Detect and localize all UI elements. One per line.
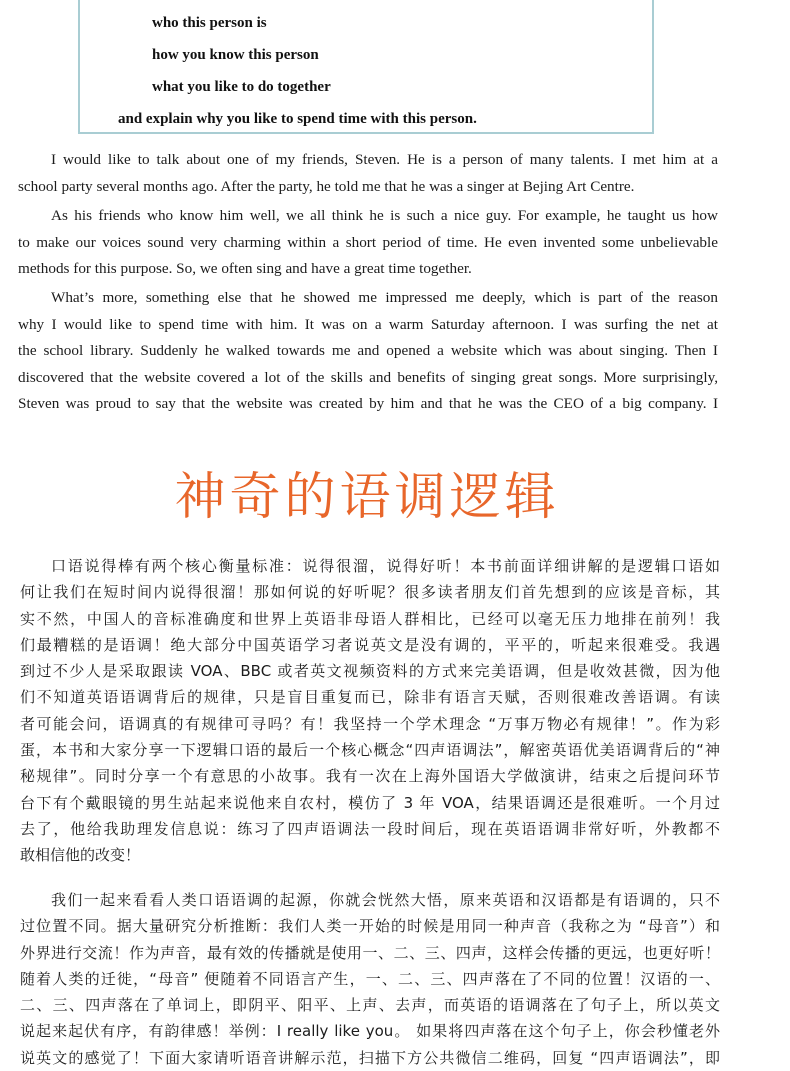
text-line: 台下有个戴眼镜的男生站起来说他来自农村，模仿了 3 年 VOA，结果语调还是很难听。一个月过 (20, 793, 720, 812)
text-line: Steven was proud to say that the website was created by him and that he was the CEO of a big company. I (18, 395, 718, 412)
text-line: 者可能会问，语调真的有规律可寻吗？有！我坚持一个学术理念 “万事万物必有规律！”。作为彩 (20, 714, 720, 733)
text-line: to make our voices sound very charming within a short period of time. He even invented some unbelievable (18, 233, 718, 251)
text-line: 敢相信他的改变！ (20, 846, 141, 865)
cue-card-line: and explain why you like to spend time with this person. (118, 111, 477, 127)
text-line: 我们一起来看看人类口语语调的起源，你就会恍然大悟，原来英语和汉语都是有语调的，只不 (51, 891, 720, 909)
text-line: 秘规律”。同时分享一个有意思的小故事。我有一次在上海外国语大学做演讲，结束之后提问环节 (20, 767, 720, 786)
text-line: the school library. Suddenly he walked towards me and opened a website which was about singing. Then I (18, 342, 718, 359)
text-line: 们不知道英语语调背后的规律，只是盲目重复而已，除非有语言天赋，否则很难改善语调。有读 (20, 688, 720, 707)
text-line: 过位置不同。据大量研究分析推断：我们人类一开始的时候是用同一种声音（我称之为 “母音”）和 (20, 917, 720, 936)
text-line: methods for this purpose. So, we often sing and have a great time together. (18, 260, 472, 277)
text-line: What’s more, something else that he showed me impressed me deeply, which is part of the reason (51, 289, 718, 306)
text-line: why I would like to spend time with him. It was on a warm Saturday afternoon. I was surfing the net at (18, 315, 718, 333)
cue-card-line: who this person is (152, 15, 267, 31)
text-line: 们最糟糕的是语调！绝大部分中国英语学习者说英文是没有调的，平平的，听起来很难受。我遇 (20, 635, 720, 654)
text-line: 去了，他给我助理发信息说：练习了四声语调法一段时间后，现在英语语调非常好听，外教都不 (20, 819, 720, 838)
text-line: 二、三、四声落在了单词上，即阴平、阳平、上声、去声，而英语的语调落在了句子上，所以英文 (20, 996, 720, 1015)
text-line: 随着人类的迁徙，“母音” 便随着不同语言产生，一、二、三、四声落在了不同的位置！汉语的一、 (20, 969, 720, 988)
text-line: 实不然，中国人的音标准确度和世界上英语非母语人群相比，已经可以毫无压力地排在前列！我 (20, 609, 720, 628)
text-line: discovered that the website covered a lot of the skills and benefits of singing great songs. More surprisingly, (18, 368, 718, 386)
cue-card-line: how you know this person (152, 47, 319, 63)
text-line: As his friends who know him well, we all think he is such a nice guy. For example, he taught us how (51, 207, 718, 224)
text-line: 何让我们在短时间内说得很溜！那如何说的好听呢？很多读者朋友们首先想到的应该是音标，其 (20, 583, 720, 602)
text-line: 说英文的感觉了！下面大家请听语音讲解示范，扫描下方公共微信二维码，回复 “四声语调法”，即 (20, 1048, 720, 1067)
text-line: 蛋，本书和大家分享一下逻辑口语的最后一个核心概念“四声语调法”，解密英语优美语调背后的“神 (20, 741, 720, 760)
text-line: I would like to talk about one of my friends, Steven. He is a person of many talents. I met him at a (51, 151, 718, 168)
text-line: 到过不少人是采取跟读 VOA、BBC 或者英文视频资料的方式来完美语调，但是收效甚微，因为他 (20, 662, 720, 681)
text-line: 口语说得棒有两个核心衡量标准：说得很溜，说得好听！本书前面详细讲解的是逻辑口语如 (51, 557, 720, 575)
chinese-paragraph (20, 887, 720, 1071)
english-paragraph (18, 203, 718, 283)
english-paragraph (18, 147, 718, 200)
cue-card-line: what you like to do together (152, 79, 331, 95)
text-line: school party several months ago. After the party, he told me that he was a singer at Bejing Art Centre. (18, 177, 635, 195)
chinese-paragraph (20, 553, 720, 869)
section-heading: 神奇的语调逻辑 (174, 468, 560, 527)
text-line: 外界进行交流！作为声音，最有效的传播就是使用一、二、三、四声，这样会传播的更远，也更好听！ (20, 943, 720, 962)
english-paragraph (18, 285, 718, 418)
text-line: 说起来起伏有序，有韵律感！举例：I really like you。 如果将四声落在这个句子上，你会秒懂老外 (20, 1022, 720, 1041)
